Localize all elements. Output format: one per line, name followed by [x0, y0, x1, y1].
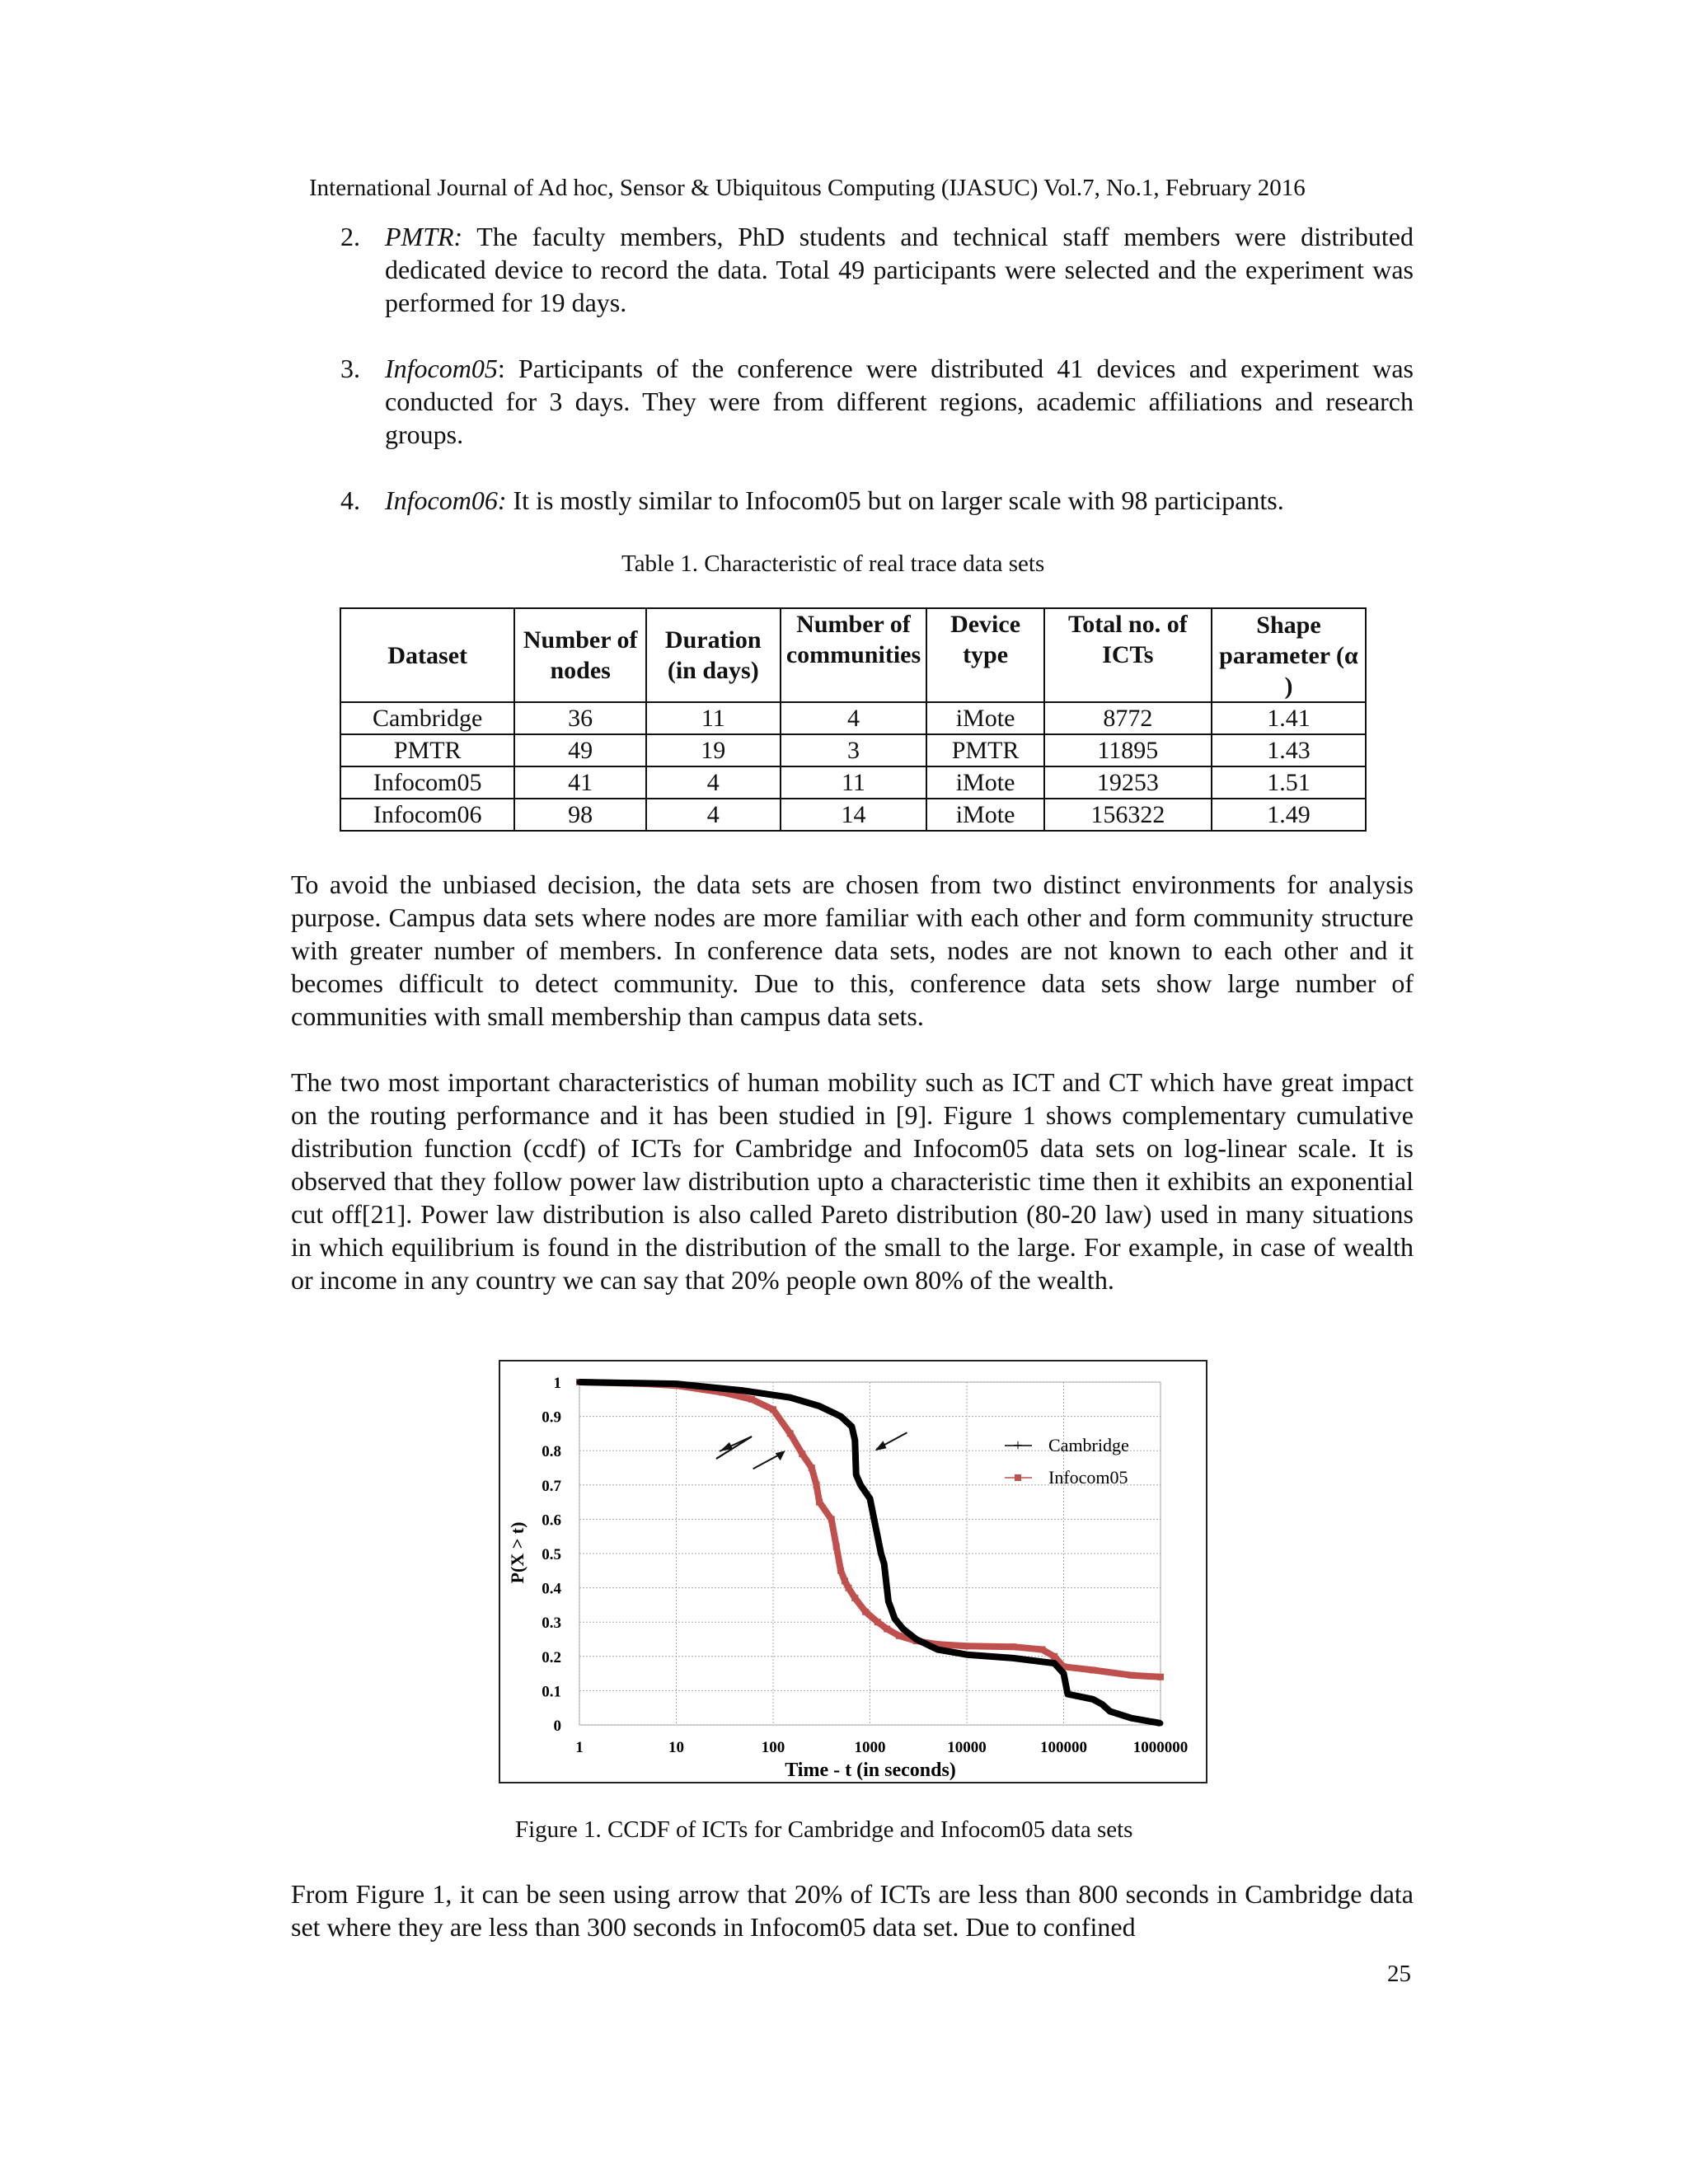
series-line-cambridge: [579, 1382, 1160, 1723]
data-point-infocom05: [787, 1430, 794, 1436]
y-tick-label: 0.4: [542, 1580, 561, 1598]
chart-legend: [1005, 1435, 1129, 1488]
table-cell: 1.51: [1212, 766, 1366, 799]
legend-marker-square-icon: [1015, 1474, 1021, 1481]
table-row: [340, 766, 1366, 799]
y-tick-label: 0.6: [542, 1511, 561, 1530]
chart-ylabel: P(X > t): [507, 1521, 528, 1584]
data-point-infocom05: [896, 1633, 903, 1639]
list-item-text: The faculty members, PhD students and technical staff members were distributed dedicated device to record the data. Total 49 participants were selected and the experiment was performed for 19 days.: [385, 222, 1414, 317]
table-cell: 19: [646, 734, 781, 766]
table-cell: 1.41: [1212, 702, 1366, 734]
data-point-cambridge: [838, 1413, 844, 1419]
y-tick-label: 0: [553, 1718, 561, 1735]
table-cell: Cambridge: [340, 702, 514, 734]
data-point-cambridge: [1090, 1696, 1095, 1702]
data-point-infocom05: [809, 1465, 815, 1471]
data-point-cambridge: [1100, 1702, 1105, 1708]
data-point-cambridge: [900, 1626, 906, 1632]
list-item: [340, 352, 1414, 451]
body-paragraph: The two most important characteristics of human mobility such as ICT and CT which have great impact on the routing performance and it has been studied in [9]. Figure 1 shows complementary cumulative distribution function (ccdf) of ICTs for Cambridge and Infocom05 data sets on log-linear scale. It is observed that they follow power law distribution upto a characteristic time then it exhibits an exponential cut off[21]. Power law distribution is also called Pareto distribution (80-20 law) used in many situations in which equilibrium is found in the distribution of the small to the large. For example, in case of wealth or income in any country we can say that 20% people own 80% of the wealth.: [291, 1067, 1414, 1295]
list-item-text: : Participants of the conference were distributed 41 devices and experiment was conducted for 3 days. They were from different regions, academic affiliations and research groups.: [385, 354, 1414, 449]
data-point-infocom05: [862, 1609, 869, 1615]
data-point-infocom05: [828, 1516, 835, 1522]
body-paragraph: To avoid the unbiased decision, the data sets are chosen from two distinct environments for analysis purpose. Campus data sets where nodes are more familiar with each other and form community structure with greater number of members. In conference data sets, nodes are not known to each other and it becomes difficult to detect community. Due to this, conference data sets show large number of communities with small membership than campus data sets.: [291, 869, 1414, 1031]
table-cell: 11: [646, 702, 781, 734]
data-point-infocom05: [770, 1406, 776, 1413]
figure-caption: Figure 1. CCDF of ICTs for Cambridge and Infocom05 data sets: [515, 1816, 1133, 1843]
list-item-text: It is mostly similar to Infocom05 but on larger scale with 98 participants.: [506, 485, 1284, 515]
list-item-name: Infocom05: [385, 354, 498, 383]
table-cell: iMote: [926, 766, 1043, 799]
table-cell: 14: [781, 799, 927, 831]
x-tick-label: 10: [668, 1739, 684, 1756]
legend-label-cambridge: Cambridge: [1048, 1435, 1129, 1455]
table-cell: 4: [646, 799, 781, 831]
table-caption: Table 1. Characteristic of real trace data sets: [621, 551, 1045, 577]
data-point-cambridge: [867, 1496, 873, 1502]
y-tick-label: 0.5: [542, 1546, 561, 1563]
data-point-infocom05: [1128, 1672, 1135, 1679]
arrow-head-icon: [875, 1441, 887, 1451]
table-header-cell: Device type: [926, 608, 1043, 702]
list-item: [340, 220, 1414, 319]
data-point-infocom05: [964, 1643, 970, 1649]
table-cell: 98: [514, 799, 646, 831]
data-point-cambridge: [852, 1437, 858, 1443]
table-header-cell: Shape parameter (α ): [1212, 608, 1366, 702]
x-tick-label: 100000: [1040, 1739, 1087, 1756]
data-point-cambridge: [889, 1605, 894, 1611]
data-point-infocom05: [837, 1568, 844, 1574]
y-tick-label: 0.8: [542, 1443, 561, 1461]
list-item-number: 3.: [340, 354, 360, 383]
table-row: [340, 702, 1366, 734]
data-point-cambridge: [913, 1637, 919, 1643]
table-cell: 36: [514, 702, 646, 734]
table-header-cell: Duration (in days): [646, 608, 781, 702]
table-cell: iMote: [926, 799, 1043, 831]
data-point-cambridge: [741, 1388, 747, 1394]
data-point-infocom05: [748, 1396, 755, 1403]
data-point-infocom05: [1010, 1643, 1016, 1650]
data-point-cambridge: [892, 1616, 898, 1622]
table-cell: 19253: [1044, 766, 1212, 799]
table-header-cell: Dataset: [340, 608, 514, 702]
data-point-infocom05: [842, 1577, 848, 1584]
table-header-cell: Number of communities: [781, 608, 927, 702]
table-header-row: [340, 608, 1366, 702]
legend-label-infocom05: Infocom05: [1048, 1467, 1128, 1488]
list-item: [340, 484, 1414, 517]
data-point-cambridge: [1158, 1720, 1164, 1726]
running-header: International Journal of Ad hoc, Sensor & Ubiquitous Computing (IJASUC) Vol.7, No.1, February 2016: [309, 175, 1306, 201]
table-cell: 156322: [1044, 799, 1212, 831]
table-row: [340, 799, 1366, 831]
data-point-infocom05: [799, 1451, 805, 1457]
data-point-infocom05: [1090, 1666, 1096, 1673]
data-point-cambridge: [881, 1561, 887, 1567]
characteristics-table: [340, 607, 1367, 832]
table-cell: Infocom06: [340, 799, 514, 831]
chart-svg: [500, 1361, 1209, 1785]
data-point-cambridge: [878, 1551, 884, 1557]
y-tick-label: 0.7: [542, 1477, 561, 1495]
data-point-cambridge: [885, 1599, 891, 1605]
data-point-cambridge: [673, 1381, 679, 1387]
page-number: 25: [1387, 1961, 1411, 1987]
data-point-infocom05: [1051, 1653, 1057, 1660]
list-item-name: Infocom06:: [385, 485, 507, 515]
x-tick-label: 1000000: [1132, 1739, 1189, 1756]
data-point-infocom05: [845, 1585, 851, 1591]
table-cell: PMTR: [340, 734, 514, 766]
table-cell: PMTR: [926, 734, 1043, 766]
data-point-cambridge: [1010, 1655, 1016, 1661]
table-row: [340, 734, 1366, 766]
data-point-infocom05: [816, 1499, 823, 1506]
table-header-cell: Number of nodes: [514, 608, 646, 702]
data-point-infocom05: [1039, 1646, 1045, 1652]
list-item-number: 4.: [340, 485, 360, 515]
x-tick-label: 1: [575, 1739, 584, 1756]
table-cell: 1.43: [1212, 734, 1366, 766]
chart-series: [576, 1379, 1164, 1726]
data-point-cambridge: [853, 1472, 859, 1478]
data-point-infocom05: [851, 1595, 858, 1601]
data-point-infocom05: [833, 1544, 840, 1550]
data-point-cambridge: [1061, 1671, 1067, 1676]
data-point-cambridge: [935, 1647, 940, 1652]
table-cell: iMote: [926, 702, 1043, 734]
table-header-cell: Total no. of ICTs: [1044, 608, 1212, 702]
data-point-cambridge: [577, 1380, 583, 1385]
table-cell: 3: [781, 734, 927, 766]
annotation-arrow-cambridge-line: [716, 1436, 752, 1459]
x-tick-label: 1000: [854, 1739, 886, 1756]
table-cell: 1.49: [1212, 799, 1366, 831]
y-tick-label: 0.1: [542, 1683, 561, 1701]
data-point-cambridge: [1107, 1708, 1113, 1714]
x-tick-label: 10000: [947, 1739, 987, 1756]
y-tick-label: 0.3: [542, 1615, 561, 1633]
table-cell: 8772: [1044, 702, 1212, 734]
data-point-infocom05: [814, 1482, 820, 1488]
data-point-cambridge: [849, 1424, 855, 1430]
legend-marker-plus-icon: +: [1013, 1436, 1023, 1455]
ccdf-chart: [499, 1360, 1207, 1783]
table-cell: 49: [514, 734, 646, 766]
table-cell: 4: [781, 702, 927, 734]
list-item-number: 2.: [340, 222, 360, 251]
data-point-cambridge: [1052, 1661, 1057, 1666]
list-item-name: PMTR:: [385, 222, 463, 251]
data-point-cambridge: [787, 1394, 793, 1400]
data-point-cambridge: [817, 1404, 823, 1409]
x-tick-label: 100: [761, 1739, 785, 1756]
data-point-cambridge: [858, 1482, 864, 1488]
body-paragraph: From Figure 1, it can be seen using arrow that 20% of ICTs are less than 800 seconds in Cambridge data set where they are less than 300 seconds in Infocom05 data set. Due to confined: [291, 1879, 1414, 1942]
data-point-infocom05: [1157, 1674, 1164, 1680]
table-cell: 4: [646, 766, 781, 799]
table-cell: 11895: [1044, 734, 1212, 766]
data-point-infocom05: [874, 1619, 881, 1625]
table-cell: Infocom05: [340, 766, 514, 799]
data-point-cambridge: [1065, 1691, 1071, 1697]
data-point-cambridge: [964, 1652, 970, 1657]
y-tick-label: 1: [553, 1375, 561, 1392]
y-tick-label: 0.2: [542, 1648, 561, 1666]
data-point-cambridge: [1128, 1715, 1134, 1721]
table-cell: 41: [514, 766, 646, 799]
table-cell: 11: [781, 766, 927, 799]
data-point-infocom05: [884, 1626, 890, 1633]
chart-grid: [579, 1382, 1160, 1725]
chart-xlabel: Time - t (in seconds): [785, 1760, 956, 1781]
y-tick-label: 0.9: [542, 1408, 561, 1427]
